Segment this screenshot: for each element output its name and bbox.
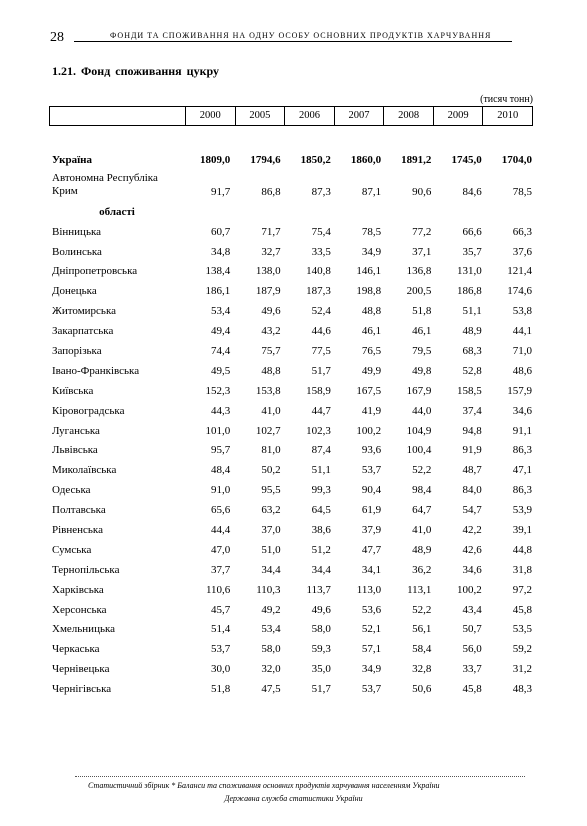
- row-label: Вінницька: [52, 225, 102, 238]
- cell-value: 66,6: [462, 225, 482, 238]
- cell-value: 35,7: [462, 245, 482, 258]
- table-row: [52, 337, 534, 357]
- subheading-label: області: [99, 205, 135, 218]
- cell-value: 68,3: [462, 345, 482, 358]
- cell-value: 50,2: [261, 464, 281, 477]
- cell-value: 79,5: [412, 345, 432, 358]
- footer-agency: Державна служба статистики України: [224, 794, 363, 803]
- cell-value: 44,1: [512, 325, 532, 338]
- cell-value: 48,8: [261, 364, 281, 377]
- row-label: Сумська: [52, 543, 92, 556]
- table-row: [52, 675, 534, 695]
- cell-value: 84,6: [462, 185, 482, 198]
- table-row: [52, 456, 534, 476]
- table-row-ukraine: [52, 146, 534, 166]
- cell-value: 200,5: [406, 285, 432, 298]
- cell-value: 45,8: [462, 683, 482, 696]
- cell-value: 59,3: [311, 643, 331, 656]
- cell-value: 86,3: [512, 444, 532, 457]
- year-header: 2000: [186, 107, 236, 125]
- row-label: Кіровоградська: [52, 404, 125, 417]
- page-number: 28: [50, 30, 64, 45]
- cell-value: 158,5: [456, 384, 482, 397]
- cell-value: 138,0: [255, 265, 281, 278]
- cell-value: 110,3: [256, 583, 281, 596]
- cell-value: 87,4: [311, 444, 331, 457]
- table-row: [52, 556, 534, 576]
- table-row: [52, 218, 534, 238]
- cell-value: 48,7: [462, 464, 482, 477]
- cell-value: 51,8: [211, 683, 231, 696]
- cell-value: 42,6: [462, 543, 482, 556]
- cell-value: 44,0: [412, 404, 432, 417]
- cell-value: 49,2: [261, 603, 281, 616]
- cell-value: 45,8: [512, 603, 532, 616]
- cell-value: 101,0: [205, 424, 231, 437]
- cell-value: 46,1: [412, 325, 432, 338]
- cell-value: 34,6: [512, 404, 532, 417]
- cell-value: 48,8: [361, 305, 382, 318]
- cell-value: 51,8: [412, 305, 432, 318]
- table-header: [49, 106, 533, 126]
- year-header: 2006: [285, 107, 335, 125]
- cell-value: 198,8: [356, 285, 382, 298]
- cell-value: 33,5: [311, 245, 331, 258]
- cell-value: 86,8: [261, 185, 281, 198]
- cell-value: 44,6: [311, 325, 331, 338]
- table-row: [52, 596, 534, 616]
- cell-value: 113,0: [356, 583, 382, 596]
- cell-value: 37,7: [211, 563, 231, 576]
- cell-value: 34,4: [311, 563, 331, 576]
- table-row: [52, 297, 534, 317]
- cell-value: 49,6: [261, 305, 281, 318]
- cell-value: 34,6: [462, 563, 482, 576]
- cell-value: 44,3: [211, 404, 231, 417]
- cell-value: 167,9: [406, 384, 432, 397]
- row-label: Хмельницька: [52, 623, 116, 636]
- cell-value: 95,5: [261, 484, 281, 497]
- cell-value: 95,7: [211, 444, 231, 457]
- cell-value: 37,4: [462, 404, 482, 417]
- cell-value: 53,9: [512, 504, 532, 517]
- cell-value: 34,9: [361, 663, 382, 676]
- cell-value: 37,9: [361, 524, 382, 537]
- table-row: [52, 238, 534, 258]
- cell-value: 34,4: [261, 563, 281, 576]
- cell-value: 51,1: [311, 464, 331, 477]
- table-row: [52, 417, 534, 437]
- cell-value: 53,6: [361, 603, 382, 616]
- cell-value: 58,0: [311, 623, 331, 636]
- row-label: Харківська: [52, 583, 104, 596]
- cell-value: 50,7: [462, 623, 482, 636]
- row-label: Черкаська: [52, 643, 100, 656]
- cell-value: 34,1: [361, 563, 382, 576]
- cell-value: 58,0: [261, 643, 281, 656]
- cell-value: 49,8: [412, 364, 432, 377]
- row-label: Тернопільська: [52, 563, 120, 576]
- cell-value: 78,5: [361, 225, 382, 238]
- cell-value: 30,0: [211, 663, 231, 676]
- cell-value: 153,8: [255, 384, 281, 397]
- cell-value: 102,3: [306, 424, 331, 437]
- cell-value: 71,7: [261, 225, 281, 238]
- cell-value: 51,0: [261, 543, 281, 556]
- cell-value: 1794,6: [250, 153, 281, 166]
- cell-value: 84,0: [462, 484, 482, 497]
- cell-value: 174,6: [507, 285, 532, 298]
- region-rows: [52, 218, 534, 695]
- table-row: [52, 476, 534, 496]
- cell-value: 53,7: [361, 464, 382, 477]
- cell-value: 44,4: [211, 524, 231, 537]
- cell-value: 1704,0: [501, 153, 532, 166]
- cell-value: 54,7: [462, 504, 482, 517]
- row-label: Волинська: [52, 245, 102, 258]
- table-row-crimea: [52, 166, 534, 198]
- row-label: Донецька: [52, 285, 97, 298]
- cell-value: 74,4: [211, 345, 231, 358]
- cell-value: 146,1: [356, 265, 382, 278]
- cell-value: 140,8: [306, 265, 331, 278]
- cell-value: 75,7: [261, 345, 281, 358]
- cell-value: 81,0: [261, 444, 281, 457]
- row-label: Львівська: [52, 444, 98, 457]
- cell-value: 43,4: [462, 603, 482, 616]
- cell-value: 76,5: [361, 345, 382, 358]
- cell-value: 91,1: [512, 424, 532, 437]
- cell-value: 42,2: [462, 524, 482, 537]
- cell-value: 48,4: [211, 464, 231, 477]
- table-row: [52, 516, 534, 536]
- cell-value: 37,1: [412, 245, 432, 258]
- cell-value: 100,2: [356, 424, 382, 437]
- cell-value: 64,5: [311, 504, 331, 517]
- cell-value: 51,2: [311, 543, 331, 556]
- cell-value: 49,5: [211, 364, 231, 377]
- table-row: [52, 258, 534, 278]
- cell-value: 87,3: [311, 185, 331, 198]
- cell-value: 90,6: [412, 185, 432, 198]
- cell-value: 48,6: [512, 364, 532, 377]
- cell-value: 100,4: [406, 444, 432, 457]
- cell-value: 186,1: [205, 285, 231, 298]
- header-blank-cell: [50, 107, 186, 125]
- cell-value: 48,9: [412, 543, 432, 556]
- cell-value: 87,1: [361, 185, 382, 198]
- table-row: [52, 635, 534, 655]
- cell-value: 1809,0: [200, 153, 231, 166]
- cell-value: 1745,0: [451, 153, 482, 166]
- table-row: [52, 536, 534, 556]
- cell-value: 49,6: [311, 603, 331, 616]
- row-label: Чернівецька: [52, 663, 110, 676]
- cell-value: 113,7: [306, 583, 331, 596]
- units-label: (тисяч тонн): [480, 94, 533, 105]
- cell-value: 152,3: [205, 384, 231, 397]
- row-label: Одеська: [52, 484, 91, 497]
- cell-value: 91,7: [211, 185, 231, 198]
- cell-value: 186,8: [456, 285, 482, 298]
- cell-value: 100,2: [456, 583, 482, 596]
- cell-value: 32,7: [261, 245, 281, 258]
- row-label: Луганська: [52, 424, 100, 437]
- cell-value: 187,3: [306, 285, 331, 298]
- cell-value: 32,8: [412, 663, 432, 676]
- cell-value: 56,1: [412, 623, 432, 636]
- cell-value: 53,4: [261, 623, 281, 636]
- cell-value: 1891,2: [401, 153, 432, 166]
- row-label: Рівненська: [52, 524, 103, 537]
- cell-value: 46,1: [361, 325, 382, 338]
- cell-value: 91,0: [211, 484, 231, 497]
- cell-value: 104,9: [406, 424, 432, 437]
- cell-value: 53,5: [512, 623, 532, 636]
- cell-value: 51,4: [211, 623, 231, 636]
- cell-value: 66,3: [512, 225, 532, 238]
- cell-value: 167,5: [356, 384, 382, 397]
- oblasti-subheading: [52, 198, 534, 218]
- table-body: [52, 146, 534, 695]
- row-label: Житомирська: [52, 305, 117, 318]
- cell-value: 136,8: [406, 265, 432, 278]
- cell-value: 52,1: [361, 623, 382, 636]
- cell-value: 53,7: [361, 683, 382, 696]
- section-title: 1.21. Фонд споживання цукру: [52, 64, 219, 78]
- cell-value: 52,2: [412, 603, 432, 616]
- cell-value: 138,4: [205, 265, 231, 278]
- cell-value: 53,4: [211, 305, 231, 318]
- cell-value: 58,4: [412, 643, 432, 656]
- footer-rule: [75, 776, 525, 777]
- cell-value: 77,2: [412, 225, 432, 238]
- cell-value: 187,9: [255, 285, 281, 298]
- cell-value: 53,8: [512, 305, 532, 318]
- row-label: Миколаївська: [52, 464, 117, 477]
- row-label: Запорізька: [52, 345, 102, 358]
- cell-value: 131,0: [456, 265, 482, 278]
- cell-value: 75,4: [311, 225, 331, 238]
- cell-value: 35,0: [311, 663, 331, 676]
- cell-value: 41,9: [361, 404, 382, 417]
- cell-value: 32,0: [261, 663, 281, 676]
- cell-value: 31,8: [512, 563, 532, 576]
- row-label: Автономна Республіка Крим: [52, 171, 158, 197]
- cell-value: 34,9: [361, 245, 382, 258]
- row-label: Київська: [52, 384, 94, 397]
- cell-value: 47,1: [512, 464, 532, 477]
- cell-value: 99,3: [311, 484, 331, 497]
- row-label: Івано-Франківська: [52, 364, 140, 377]
- cell-value: 51,7: [311, 364, 331, 377]
- row-label: Чернігівська: [52, 683, 112, 696]
- table-row: [52, 496, 534, 516]
- cell-value: 77,5: [311, 345, 331, 358]
- table-row: [52, 357, 534, 377]
- cell-value: 86,3: [512, 484, 532, 497]
- table-row: [52, 616, 534, 636]
- year-header: 2005: [236, 107, 286, 125]
- cell-value: 97,2: [512, 583, 532, 596]
- year-header: 2009: [434, 107, 484, 125]
- table-row: [52, 655, 534, 675]
- row-label: Україна: [52, 153, 93, 166]
- cell-value: 38,6: [311, 524, 331, 537]
- cell-value: 39,1: [512, 524, 532, 537]
- table-row: [52, 397, 534, 417]
- cell-value: 47,5: [261, 683, 281, 696]
- cell-value: 36,2: [412, 563, 432, 576]
- footer-publication: Статистичний збірник * Баланси та споживання основних продуктів харчування населенням України: [88, 781, 440, 790]
- cell-value: 34,8: [211, 245, 231, 258]
- cell-value: 48,9: [462, 325, 482, 338]
- cell-value: 65,6: [211, 504, 231, 517]
- cell-value: 1860,0: [350, 153, 382, 166]
- cell-value: 31,2: [512, 663, 532, 676]
- table-row: [52, 317, 534, 337]
- cell-value: 52,2: [412, 464, 432, 477]
- cell-value: 51,1: [462, 305, 482, 318]
- cell-value: 41,0: [261, 404, 281, 417]
- cell-value: 47,0: [211, 543, 231, 556]
- cell-value: 33,7: [462, 663, 482, 676]
- table-row: [52, 437, 534, 457]
- table-row: [52, 277, 534, 297]
- cell-value: 63,2: [261, 504, 281, 517]
- year-header: 2010: [497, 110, 519, 121]
- cell-value: 52,4: [311, 305, 331, 318]
- cell-value: 90,4: [361, 484, 382, 497]
- cell-value: 64,7: [412, 504, 432, 517]
- cell-value: 49,9: [361, 364, 382, 377]
- cell-value: 1850,2: [300, 153, 331, 166]
- row-label: Дніпропетровська: [52, 265, 138, 278]
- table-row: [52, 576, 534, 596]
- row-label: Закарпатська: [52, 325, 114, 338]
- cell-value: 102,7: [255, 424, 281, 437]
- cell-value: 98,4: [412, 484, 432, 497]
- row-label: Полтавська: [52, 504, 106, 517]
- cell-value: 44,8: [512, 543, 532, 556]
- cell-value: 44,7: [311, 404, 331, 417]
- cell-value: 61,9: [361, 504, 382, 517]
- cell-value: 37,6: [512, 245, 532, 258]
- cell-value: 53,7: [211, 643, 231, 656]
- row-label: Херсонська: [52, 603, 107, 616]
- year-header: 2007: [335, 107, 385, 125]
- cell-value: 51,7: [311, 683, 331, 696]
- cell-value: 94,8: [462, 424, 482, 437]
- cell-value: 37,0: [261, 524, 281, 537]
- cell-value: 71,0: [512, 345, 532, 358]
- cell-value: 56,0: [462, 643, 482, 656]
- table-row: [52, 377, 534, 397]
- cell-value: 110,6: [205, 583, 231, 596]
- cell-value: 57,1: [361, 643, 382, 656]
- cell-value: 60,7: [211, 225, 231, 238]
- cell-value: 52,8: [462, 364, 482, 377]
- header-rule: [74, 41, 512, 42]
- cell-value: 48,3: [512, 683, 532, 696]
- cell-value: 93,6: [361, 444, 382, 457]
- cell-value: 91,9: [462, 444, 482, 457]
- cell-value: 158,9: [306, 384, 331, 397]
- cell-value: 45,7: [211, 603, 231, 616]
- cell-value: 59,2: [512, 643, 532, 656]
- cell-value: 78,5: [512, 185, 532, 198]
- year-header: 2008: [384, 107, 434, 125]
- cell-value: 49,4: [211, 325, 231, 338]
- cell-value: 43,2: [261, 325, 281, 338]
- cell-value: 41,0: [412, 524, 432, 537]
- cell-value: 121,4: [507, 265, 532, 278]
- cell-value: 47,7: [361, 543, 382, 556]
- cell-value: 50,6: [412, 683, 432, 696]
- running-title: ФОНДИ ТА СПОЖИВАННЯ НА ОДНУ ОСОБУ ОСНОВНИХ ПРОДУКТІВ ХАРЧУВАННЯ: [110, 31, 492, 40]
- cell-value: 113,1: [407, 583, 432, 596]
- cell-value: 157,9: [507, 384, 532, 397]
